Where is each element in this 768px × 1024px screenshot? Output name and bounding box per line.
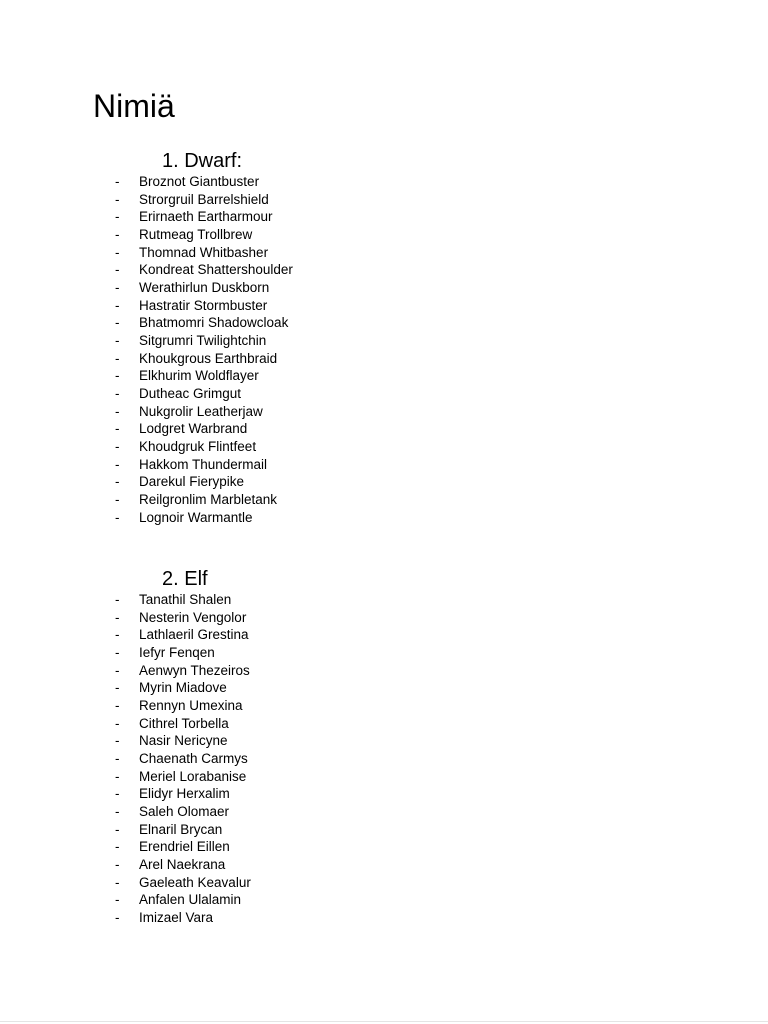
character-name: Khoudgruk Flintfeet	[139, 439, 257, 455]
bullet-dash: -	[115, 592, 120, 607]
character-name: Lathlaeril Grestina	[139, 627, 249, 643]
list-item	[0, 609, 768, 627]
character-name: Nukgrolir Leatherjaw	[139, 403, 263, 419]
bullet-dash: -	[115, 244, 120, 260]
page-title: Nimiä	[93, 88, 175, 124]
list-item	[0, 874, 768, 892]
character-name: Iefyr Fenqen	[139, 645, 215, 661]
list-item	[0, 297, 768, 315]
list-item	[0, 509, 768, 527]
character-name: Strorgruil Barrelshield	[139, 191, 269, 207]
character-name: Khoukgrous Earthbraid	[139, 350, 278, 366]
section-dwarf	[0, 149, 768, 526]
bullet-dash: -	[115, 474, 120, 490]
character-name: Tanathil Shalen	[139, 592, 232, 607]
bullet-dash: -	[115, 209, 120, 225]
section-heading: 1. Dwarf:	[162, 150, 243, 172]
bullet-dash: -	[115, 509, 120, 525]
list-item	[0, 679, 768, 697]
list-item	[0, 803, 768, 821]
character-name: Thomnad Whitbasher	[139, 244, 269, 260]
character-name: Erirnaeth Eartharmour	[139, 209, 273, 225]
list-item	[0, 697, 768, 715]
character-name: Broznot Giantbuster	[139, 174, 260, 189]
list-item	[0, 491, 768, 509]
character-name: Cithrel Torbella	[139, 715, 229, 731]
name-list	[0, 591, 768, 927]
bullet-dash: -	[115, 698, 120, 714]
list-item	[0, 314, 768, 332]
bullet-dash: -	[115, 368, 120, 384]
list-item	[0, 332, 768, 350]
character-name: Werathirlun Duskborn	[139, 280, 270, 296]
section-elf	[0, 567, 768, 927]
list-item	[0, 662, 768, 680]
bullet-dash: -	[115, 350, 120, 366]
list-item	[0, 909, 768, 927]
character-name: Elidyr Herxalim	[139, 786, 230, 802]
list-item	[0, 838, 768, 856]
list-item	[0, 856, 768, 874]
character-name: Lodgret Warbrand	[139, 421, 248, 437]
bullet-dash: -	[115, 733, 120, 749]
character-name: Chaenath Carmys	[139, 751, 248, 767]
character-name: Reilgronlim Marbletank	[139, 492, 278, 508]
section-heading: 2. Elf	[162, 568, 208, 590]
bullet-dash: -	[115, 297, 120, 313]
bullet-dash: -	[115, 280, 120, 296]
character-name: Gaeleath Keavalur	[139, 874, 251, 890]
bullet-dash: -	[115, 421, 120, 437]
list-item	[0, 591, 768, 609]
bullet-dash: -	[115, 768, 120, 784]
bullet-dash: -	[115, 874, 120, 890]
page-divider	[0, 1021, 768, 1022]
character-name: Aenwyn Thezeiros	[139, 662, 250, 678]
character-name: Sitgrumri Twilightchin	[139, 333, 267, 349]
bullet-dash: -	[115, 892, 120, 908]
character-name: Nasir Nericyne	[139, 733, 228, 749]
bullet-dash: -	[115, 680, 120, 696]
character-name: Myrin Miadove	[139, 680, 227, 696]
list-item	[0, 403, 768, 421]
character-name: Arel Naekrana	[139, 857, 226, 873]
bullet-dash: -	[115, 492, 120, 508]
list-item	[0, 732, 768, 750]
list-item	[0, 244, 768, 262]
bullet-dash: -	[115, 645, 120, 661]
character-name: Darekul Fierypike	[139, 474, 245, 490]
character-name: Elkhurim Woldflayer	[139, 368, 259, 384]
bullet-dash: -	[115, 227, 120, 243]
character-name: Meriel Lorabanise	[139, 768, 247, 784]
bullet-dash: -	[115, 262, 120, 278]
bullet-dash: -	[115, 786, 120, 802]
character-name: Kondreat Shattershoulder	[139, 262, 293, 278]
character-name: Rennyn Umexina	[139, 698, 243, 714]
list-item	[0, 420, 768, 438]
character-name: Nesterin Vengolor	[139, 609, 247, 625]
bullet-dash: -	[115, 456, 120, 472]
list-item	[0, 456, 768, 474]
bullet-dash: -	[115, 821, 120, 837]
bullet-dash: -	[115, 174, 120, 189]
character-name: Erendriel Eillen	[139, 839, 230, 855]
bullet-dash: -	[115, 191, 120, 207]
list-item	[0, 785, 768, 803]
list-item	[0, 768, 768, 786]
bullet-dash: -	[115, 439, 120, 455]
name-list	[0, 173, 768, 526]
bullet-dash: -	[115, 315, 120, 331]
bullet-dash: -	[115, 662, 120, 678]
character-name: Rutmeag Trollbrew	[139, 227, 253, 243]
bullet-dash: -	[115, 857, 120, 873]
list-item	[0, 473, 768, 491]
character-name: Bhatmomri Shadowcloak	[139, 315, 289, 331]
bullet-dash: -	[115, 715, 120, 731]
bullet-dash: -	[115, 627, 120, 643]
list-item	[0, 208, 768, 226]
bullet-dash: -	[115, 609, 120, 625]
character-name: Hastratir Stormbuster	[139, 297, 268, 313]
list-item	[0, 350, 768, 368]
list-item	[0, 821, 768, 839]
bullet-dash: -	[115, 839, 120, 855]
list-item	[0, 279, 768, 297]
list-item	[0, 626, 768, 644]
bullet-dash: -	[115, 403, 120, 419]
list-item	[0, 385, 768, 403]
list-item	[0, 891, 768, 909]
character-name: Anfalen Ulalamin	[139, 892, 242, 908]
list-item	[0, 438, 768, 456]
bullet-dash: -	[115, 804, 120, 820]
character-name: Saleh Olomaer	[139, 804, 230, 820]
list-item	[0, 715, 768, 733]
bullet-dash: -	[115, 751, 120, 767]
list-item	[0, 367, 768, 385]
character-name: Elnaril Brycan	[139, 821, 223, 837]
list-item	[0, 173, 768, 191]
list-item	[0, 644, 768, 662]
list-item	[0, 750, 768, 768]
character-name: Lognoir Warmantle	[139, 509, 253, 525]
character-name: Imizael Vara	[139, 910, 214, 926]
bullet-dash: -	[115, 333, 120, 349]
character-name: Dutheac Grimgut	[139, 386, 242, 402]
bullet-dash: -	[115, 386, 120, 402]
list-item	[0, 226, 768, 244]
character-name: Hakkom Thundermail	[139, 456, 268, 472]
list-item	[0, 261, 768, 279]
list-item	[0, 191, 768, 209]
bullet-dash: -	[115, 910, 120, 926]
